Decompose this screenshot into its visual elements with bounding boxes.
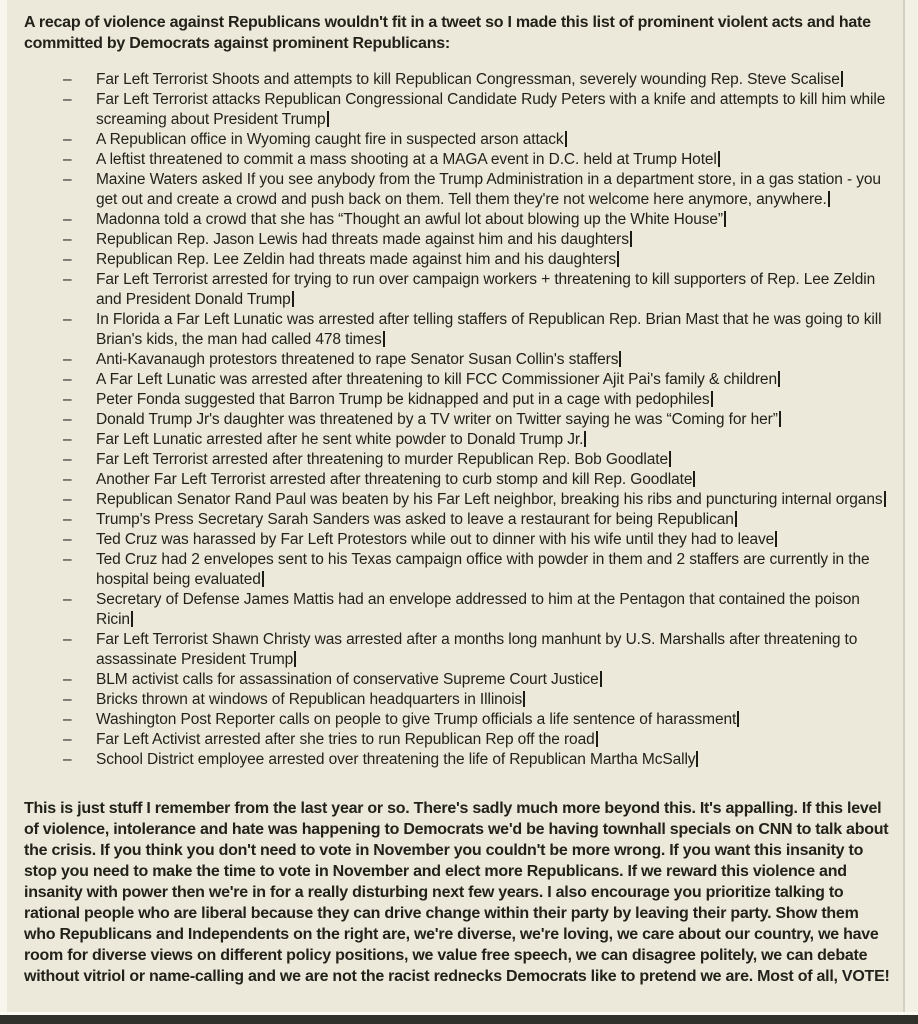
text-caret[interactable] bbox=[693, 471, 695, 487]
list-item bbox=[24, 750, 893, 770]
list-item bbox=[24, 210, 893, 230]
list-item-text: Secretary of Defense James Mattis had an envelope addressed to him at the Pentagon that contained the poison Ricin bbox=[96, 591, 860, 628]
list-item-text: Another Far Left Terrorist arrested after threatening to curb stomp and kill Rep. Goodlate bbox=[96, 471, 693, 488]
text-caret[interactable] bbox=[737, 711, 739, 727]
dash-bullet: – bbox=[63, 311, 72, 328]
dash-bullet: – bbox=[63, 131, 72, 148]
list-item bbox=[24, 730, 893, 750]
dash-bullet: – bbox=[63, 411, 72, 428]
dash-bullet: – bbox=[63, 271, 72, 288]
text-caret[interactable] bbox=[294, 651, 296, 667]
list-item-text: Anti-Kavanaugh protestors threatened to rape Senator Susan Collin's staffers bbox=[96, 351, 619, 368]
dash-bullet: – bbox=[63, 71, 72, 88]
list-item bbox=[24, 230, 893, 250]
list-item-text: Madonna told a crowd that she has “Thought an awful lot about blowing up the White House” bbox=[96, 211, 723, 228]
list-item-text: Far Left Activist arrested after she tries to run Republican Rep off the road bbox=[96, 731, 595, 748]
list-item bbox=[24, 670, 893, 690]
list-item-text: BLM activist calls for assassination of conservative Supreme Court Justice bbox=[96, 671, 599, 688]
dash-bullet: – bbox=[63, 391, 72, 408]
list-item bbox=[24, 70, 893, 90]
text-caret[interactable] bbox=[131, 611, 133, 627]
dash-bullet: – bbox=[63, 371, 72, 388]
list-item bbox=[24, 550, 893, 590]
list-item-text: Peter Fonda suggested that Barron Trump be kidnapped and put in a cage with pedophiles bbox=[96, 391, 710, 408]
text-caret[interactable] bbox=[778, 371, 780, 387]
list-item-text: A Republican office in Wyoming caught fire in suspected arson attack bbox=[96, 131, 564, 148]
text-caret[interactable] bbox=[779, 411, 781, 427]
list-item bbox=[24, 350, 893, 370]
bottom-dark-bar bbox=[0, 1015, 918, 1024]
dash-bullet: – bbox=[63, 691, 72, 708]
list-item bbox=[24, 250, 893, 270]
list-item-text: Far Left Terrorist Shawn Christy was arrested after a months long manhunt by U.S. Marshalls after threatening to assassinate President Trump bbox=[96, 631, 858, 668]
list-item bbox=[24, 510, 893, 530]
text-caret[interactable] bbox=[523, 691, 525, 707]
text-caret[interactable] bbox=[617, 251, 619, 267]
list-item-text: Republican Rep. Lee Zeldin had threats made against him and his daughters bbox=[96, 251, 617, 268]
list-item bbox=[24, 470, 893, 490]
text-caret[interactable] bbox=[292, 291, 294, 307]
list-item-text: Far Left Terrorist arrested after threatening to murder Republican Rep. Bob Goodlate bbox=[96, 451, 669, 468]
dash-bullet: – bbox=[63, 211, 72, 228]
dash-bullet: – bbox=[63, 531, 72, 548]
dash-bullet: – bbox=[63, 491, 72, 508]
dash-bullet: – bbox=[63, 551, 72, 568]
list-item-text: Far Left Terrorist attacks Republican Congressional Candidate Rudy Peters with a knife and attempts to kill him while screaming about President Trump bbox=[96, 91, 886, 128]
text-caret[interactable] bbox=[775, 531, 777, 547]
text-caret[interactable] bbox=[669, 451, 671, 467]
list-item bbox=[24, 490, 893, 510]
intro-paragraph: A recap of violence against Republicans wouldn't fit in a tweet so I made this list of prominent violent acts and hate committed by Democrats against prominent Republicans: bbox=[24, 14, 871, 52]
list-item bbox=[24, 90, 893, 130]
list-item-text: Far Left Terrorist arrested for trying to run over campaign workers + threatening to kill supporters of Rep. Lee Zeldin and President Donald Trump bbox=[96, 271, 876, 308]
text-caret[interactable] bbox=[711, 391, 713, 407]
text-caret[interactable] bbox=[630, 231, 632, 247]
list-item-text: Donald Trump Jr's daughter was threatened by a TV writer on Twitter saying he was “Coming for her” bbox=[96, 411, 778, 428]
list-item-text: Far Left Lunatic arrested after he sent white powder to Donald Trump Jr. bbox=[96, 431, 584, 448]
text-caret[interactable] bbox=[828, 191, 830, 207]
dash-bullet: – bbox=[63, 471, 72, 488]
dash-bullet: – bbox=[63, 631, 72, 648]
dash-bullet: – bbox=[63, 171, 72, 188]
closing-paragraph: This is just stuff I remember from the last year or so. There's sadly much more beyond this. It's appalling. If this level of violence, intolerance and hate was happening to Democrats we'd be having townhall specials on CNN to talk about the crisis. If you think you don't need to vote in November you couldn't be more wrong. If you want this insanity to stop you need to make the time to vote in November and elect more Republicans. If we reward this violence and insanity with power then we're in for a really disturbing next few years. I also encourage you prioritize talking to rational people who are liberal because they can drive change within their party by leaving their party. Show them who Republicans and Independents on the right are, we're diverse, we're loving, we care about our country, we have room for diverse views on different policy positions, we value free speech, we can disagree politely, we can debate without vitriol or name-calling and we are not the racist rednecks Democrats like to pretend we are. Most of all, VOTE! bbox=[24, 800, 890, 985]
list-item bbox=[24, 270, 893, 310]
text-caret[interactable] bbox=[884, 491, 886, 507]
list-item-text: Maxine Waters asked If you see anybody from the Trump Administration in a department store, in a gas station - you get out and create a crowd and push back on them. Tell them they're not welcome here anymore, anywhere. bbox=[96, 171, 881, 208]
list-item bbox=[24, 410, 893, 430]
list-item-text: Republican Rep. Jason Lewis had threats made against him and his daughters bbox=[96, 231, 629, 248]
dash-bullet: – bbox=[63, 451, 72, 468]
text-caret[interactable] bbox=[619, 351, 621, 367]
list-item-text: School District employee arrested over threatening the life of Republican Martha McSally bbox=[96, 751, 696, 768]
list-item bbox=[24, 630, 893, 670]
list-item-text: Washington Post Reporter calls on people to give Trump officials a life sentence of harassment bbox=[96, 711, 737, 728]
list-item-text: Ted Cruz was harassed by Far Left Protestors while out to dinner with his wife until they had to leave bbox=[96, 531, 775, 548]
dash-bullet: – bbox=[63, 151, 72, 168]
list-item bbox=[24, 150, 893, 170]
list-item bbox=[24, 530, 893, 550]
list-item-text: A leftist threatened to commit a mass shooting at a MAGA event in D.C. held at Trump Hotel bbox=[96, 151, 717, 168]
list-item bbox=[24, 450, 893, 470]
text-caret[interactable] bbox=[841, 71, 843, 87]
list-item bbox=[24, 390, 893, 410]
dash-bullet: – bbox=[63, 731, 72, 748]
dash-bullet: – bbox=[63, 431, 72, 448]
text-caret[interactable] bbox=[565, 131, 567, 147]
dash-bullet: – bbox=[63, 351, 72, 368]
list-item-text: In Florida a Far Left Lunatic was arrested after telling staffers of Republican Rep. Brian Mast that he was going to kill Brian's kids, the man had called 478 times bbox=[96, 311, 882, 348]
list-item bbox=[24, 170, 893, 210]
list-item bbox=[24, 130, 893, 150]
dash-bullet: – bbox=[63, 251, 72, 268]
list-item bbox=[24, 690, 893, 710]
list-item-text: Trump's Press Secretary Sarah Sanders was asked to leave a restaurant for being Republican bbox=[96, 511, 734, 528]
text-caret[interactable] bbox=[600, 671, 602, 687]
text-caret[interactable] bbox=[262, 571, 264, 587]
list-item-text: A Far Left Lunatic was arrested after threatening to kill FCC Commissioner Ajit Pai's family & children bbox=[96, 371, 777, 388]
text-caret[interactable] bbox=[596, 731, 598, 747]
dash-bullet: – bbox=[63, 91, 72, 108]
text-caret[interactable] bbox=[735, 511, 737, 527]
text-caret[interactable] bbox=[327, 111, 329, 127]
text-caret[interactable] bbox=[696, 751, 698, 767]
dash-bullet: – bbox=[63, 671, 72, 688]
list-item bbox=[24, 310, 893, 350]
dash-bullet: – bbox=[63, 591, 72, 608]
violence-list bbox=[24, 70, 893, 770]
text-caret[interactable] bbox=[724, 211, 726, 227]
dash-bullet: – bbox=[63, 231, 72, 248]
text-caret[interactable] bbox=[383, 331, 385, 347]
list-item-text: Far Left Terrorist Shoots and attempts to kill Republican Congressman, severely wounding Rep. Steve Scalise bbox=[96, 71, 840, 88]
list-item bbox=[24, 710, 893, 730]
dash-bullet: – bbox=[63, 751, 72, 768]
list-item bbox=[24, 370, 893, 390]
text-caret[interactable] bbox=[718, 151, 720, 167]
text-caret[interactable] bbox=[584, 431, 586, 447]
list-item-text: Republican Senator Rand Paul was beaten by his Far Left neighbor, breaking his ribs and puncturing internal organs bbox=[96, 491, 883, 508]
list-item bbox=[24, 430, 893, 450]
list-item bbox=[24, 590, 893, 630]
dash-bullet: – bbox=[63, 711, 72, 728]
list-item-text: Bricks thrown at windows of Republican headquarters in Illinois bbox=[96, 691, 523, 708]
dash-bullet: – bbox=[63, 511, 72, 528]
list-item-text: Ted Cruz had 2 envelopes sent to his Texas campaign office with powder in them and 2 staffers are currently in the hospital being evaluated bbox=[96, 551, 870, 588]
